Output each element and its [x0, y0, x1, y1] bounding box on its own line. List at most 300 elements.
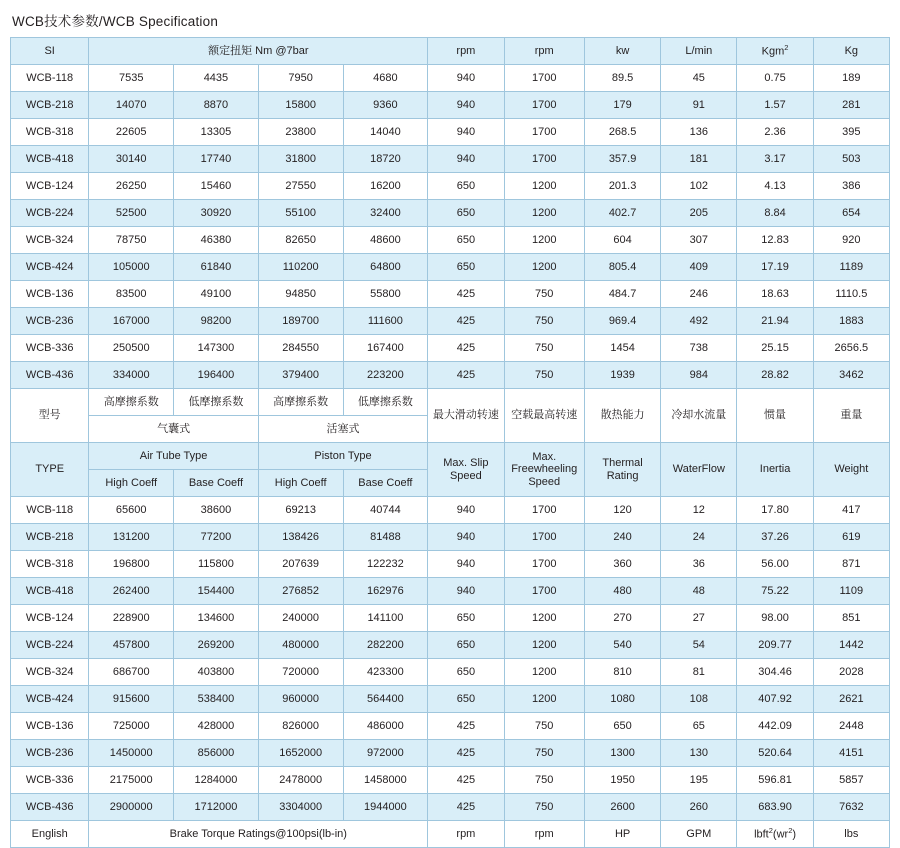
cell: 205	[661, 200, 737, 227]
cell: 14040	[343, 119, 428, 146]
row-model: WCB-224	[11, 200, 89, 227]
cell: 650	[428, 254, 504, 281]
footer-unit-inertia-sup1: 2	[768, 825, 773, 835]
cell: 21.94	[737, 308, 813, 335]
cell: 2656.5	[813, 335, 889, 362]
cell: 23800	[258, 119, 343, 146]
cell: 138426	[258, 524, 343, 551]
table-row	[11, 227, 890, 254]
cell: 91	[661, 92, 737, 119]
cell: 111600	[343, 308, 428, 335]
cell: 48	[661, 578, 737, 605]
cell: 604	[584, 227, 660, 254]
row-model: WCB-224	[11, 632, 89, 659]
cell: 1950	[584, 767, 660, 794]
table-row	[11, 119, 890, 146]
row-model: WCB-336	[11, 335, 89, 362]
cell: 425	[428, 740, 504, 767]
footer-unit-inertia-text: lbft	[754, 828, 769, 841]
cell: 409	[661, 254, 737, 281]
cell: 83500	[89, 281, 174, 308]
mid-header-coeff-4: 低摩擦系数	[343, 389, 428, 416]
mid-header-cn-weight: 重量	[813, 389, 889, 443]
cell: 2028	[813, 659, 889, 686]
cell: 1200	[504, 605, 584, 632]
cell: 28.82	[737, 362, 813, 389]
cell: 810	[584, 659, 660, 686]
cell: 1189	[813, 254, 889, 281]
cell: 4.13	[737, 173, 813, 200]
table-row	[11, 146, 890, 173]
cell: 4680	[343, 65, 428, 92]
cell: 686700	[89, 659, 174, 686]
mid-header-en-coeff-2: Base Coeff	[174, 470, 259, 497]
mid-header-cn-max-freewheel: 空载最高转速	[504, 389, 584, 443]
mid-header-group-piston-cn: 活塞式	[258, 416, 427, 443]
mid-header-en-max-slip: Max. Slip Speed	[428, 443, 504, 497]
footer-unit-inertia-extra: (wr	[772, 828, 789, 841]
cell: 56.00	[737, 551, 813, 578]
cell: 386	[813, 173, 889, 200]
table-row	[11, 524, 890, 551]
cell: 134600	[174, 605, 259, 632]
table-row	[11, 551, 890, 578]
cell: 738	[661, 335, 737, 362]
cell: 750	[504, 335, 584, 362]
cell: 209.77	[737, 632, 813, 659]
cell: 540	[584, 632, 660, 659]
cell: 2175000	[89, 767, 174, 794]
table-row	[11, 308, 890, 335]
cell: 940	[428, 524, 504, 551]
cell: 1200	[504, 686, 584, 713]
footer-unit-inertia-sup2: 2	[788, 825, 793, 835]
cell: 65600	[89, 497, 174, 524]
cell: 46380	[174, 227, 259, 254]
row-model: WCB-436	[11, 362, 89, 389]
mid-header-coeff-3: 高摩擦系数	[258, 389, 343, 416]
cell: 189	[813, 65, 889, 92]
mid-header-group-airtube-en: Air Tube Type	[89, 443, 258, 470]
row-model: WCB-124	[11, 605, 89, 632]
cell: 520.64	[737, 740, 813, 767]
mid-header-coeff-row	[11, 389, 890, 416]
row-model: WCB-318	[11, 551, 89, 578]
cell: 18720	[343, 146, 428, 173]
cell: 1700	[504, 146, 584, 173]
cell: 260	[661, 794, 737, 821]
page-title: WCB技术参数/WCB Specification	[12, 14, 219, 29]
cell: 1939	[584, 362, 660, 389]
footer-units-row	[11, 821, 890, 848]
table-row	[11, 254, 890, 281]
row-model: WCB-218	[11, 92, 89, 119]
cell: 240	[584, 524, 660, 551]
cell: 750	[504, 740, 584, 767]
cell: 1200	[504, 227, 584, 254]
cell: 486000	[343, 713, 428, 740]
cell: 1712000	[174, 794, 259, 821]
table-row	[11, 686, 890, 713]
cell: 407.92	[737, 686, 813, 713]
cell: 18.63	[737, 281, 813, 308]
cell: 596.81	[737, 767, 813, 794]
cell: 2900000	[89, 794, 174, 821]
header-unit-kw: kw	[584, 38, 660, 65]
cell: 167400	[343, 335, 428, 362]
cell: 492	[661, 308, 737, 335]
cell: 8870	[174, 92, 259, 119]
row-model: WCB-436	[11, 794, 89, 821]
cell: 61840	[174, 254, 259, 281]
cell: 131200	[89, 524, 174, 551]
cell: 269200	[174, 632, 259, 659]
cell: 750	[504, 767, 584, 794]
cell: 2448	[813, 713, 889, 740]
table-row	[11, 713, 890, 740]
cell: 2621	[813, 686, 889, 713]
table-row	[11, 281, 890, 308]
cell: 972000	[343, 740, 428, 767]
cell: 2478000	[258, 767, 343, 794]
cell: 120	[584, 497, 660, 524]
cell: 1454	[584, 335, 660, 362]
cell: 538400	[174, 686, 259, 713]
table-row	[11, 92, 890, 119]
cell: 1652000	[258, 740, 343, 767]
mid-header-model-cn: 型号	[11, 389, 89, 443]
table-row	[11, 65, 890, 92]
cell: 32400	[343, 200, 428, 227]
cell: 750	[504, 362, 584, 389]
table-row	[11, 659, 890, 686]
cell: 49100	[174, 281, 259, 308]
table1-header-row	[11, 38, 890, 65]
cell: 94850	[258, 281, 343, 308]
table-row	[11, 497, 890, 524]
cell: 654	[813, 200, 889, 227]
cell: 37.26	[737, 524, 813, 551]
cell: 8.84	[737, 200, 813, 227]
cell: 720000	[258, 659, 343, 686]
cell: 284550	[258, 335, 343, 362]
row-model: WCB-236	[11, 308, 89, 335]
mid-header-en-weight: Weight	[813, 443, 889, 497]
cell: 417	[813, 497, 889, 524]
mid-header-cn-thermal: 散热能力	[584, 389, 660, 443]
cell: 105000	[89, 254, 174, 281]
cell: 750	[504, 308, 584, 335]
cell: 78750	[89, 227, 174, 254]
cell: 484.7	[584, 281, 660, 308]
mid-header-en-coeff-3: High Coeff	[258, 470, 343, 497]
cell: 24	[661, 524, 737, 551]
cell: 65	[661, 713, 737, 740]
cell: 13305	[174, 119, 259, 146]
mid-header-en-thermal: Thermal Rating	[584, 443, 660, 497]
row-model: WCB-418	[11, 578, 89, 605]
cell: 207639	[258, 551, 343, 578]
cell: 15460	[174, 173, 259, 200]
footer-unit-rpm-1: rpm	[428, 821, 504, 848]
cell: 262400	[89, 578, 174, 605]
header-torque-group: 额定扭矩 Nm @7bar	[89, 38, 428, 65]
cell: 98.00	[737, 605, 813, 632]
cell: 650	[428, 632, 504, 659]
cell: 179	[584, 92, 660, 119]
cell: 425	[428, 308, 504, 335]
table-row	[11, 605, 890, 632]
cell: 52500	[89, 200, 174, 227]
cell: 940	[428, 119, 504, 146]
cell: 64800	[343, 254, 428, 281]
cell: 940	[428, 65, 504, 92]
cell: 1700	[504, 524, 584, 551]
row-model: WCB-424	[11, 686, 89, 713]
cell: 17740	[174, 146, 259, 173]
cell: 201.3	[584, 173, 660, 200]
cell: 304.46	[737, 659, 813, 686]
cell: 69213	[258, 497, 343, 524]
cell: 110200	[258, 254, 343, 281]
cell: 228900	[89, 605, 174, 632]
cell: 7950	[258, 65, 343, 92]
cell: 38600	[174, 497, 259, 524]
cell: 223200	[343, 362, 428, 389]
cell: 402.7	[584, 200, 660, 227]
cell: 1700	[504, 497, 584, 524]
cell: 26250	[89, 173, 174, 200]
cell: 425	[428, 794, 504, 821]
cell: 2600	[584, 794, 660, 821]
cell: 1080	[584, 686, 660, 713]
cell: 940	[428, 578, 504, 605]
cell: 4151	[813, 740, 889, 767]
cell: 45	[661, 65, 737, 92]
cell: 750	[504, 713, 584, 740]
specification-table	[10, 37, 890, 848]
mid-header-en-inertia: Inertia	[737, 443, 813, 497]
table-row	[11, 578, 890, 605]
cell: 826000	[258, 713, 343, 740]
cell: 276852	[258, 578, 343, 605]
table-row	[11, 740, 890, 767]
cell: 457800	[89, 632, 174, 659]
cell: 7632	[813, 794, 889, 821]
cell: 162976	[343, 578, 428, 605]
cell: 4435	[174, 65, 259, 92]
cell: 27	[661, 605, 737, 632]
cell: 403800	[174, 659, 259, 686]
footer-unit-rpm-2: rpm	[504, 821, 584, 848]
cell: 55800	[343, 281, 428, 308]
cell: 1200	[504, 254, 584, 281]
mid-header-en-max-freewheel: Max. Freewheeling Speed	[504, 443, 584, 497]
cell: 1700	[504, 551, 584, 578]
cell: 189700	[258, 308, 343, 335]
cell: 1200	[504, 200, 584, 227]
cell: 27550	[258, 173, 343, 200]
cell: 147300	[174, 335, 259, 362]
cell: 1450000	[89, 740, 174, 767]
row-model: WCB-236	[11, 740, 89, 767]
cell: 750	[504, 794, 584, 821]
table-row	[11, 335, 890, 362]
mid-header-cn-waterflow: 冷却水流量	[661, 389, 737, 443]
header-unit-rpm-1: rpm	[428, 38, 504, 65]
cell: 268.5	[584, 119, 660, 146]
footer-unit-inertia	[737, 821, 813, 848]
cell: 856000	[174, 740, 259, 767]
cell: 196400	[174, 362, 259, 389]
cell: 3.17	[737, 146, 813, 173]
cell: 12	[661, 497, 737, 524]
row-model: WCB-118	[11, 497, 89, 524]
cell: 1442	[813, 632, 889, 659]
cell: 650	[428, 686, 504, 713]
header-si: SI	[11, 38, 89, 65]
cell: 480000	[258, 632, 343, 659]
cell: 428000	[174, 713, 259, 740]
cell: 270	[584, 605, 660, 632]
cell: 25.15	[737, 335, 813, 362]
cell: 1700	[504, 92, 584, 119]
table-row	[11, 362, 890, 389]
cell: 108	[661, 686, 737, 713]
cell: 195	[661, 767, 737, 794]
cell: 1300	[584, 740, 660, 767]
cell: 915600	[89, 686, 174, 713]
cell: 1700	[504, 65, 584, 92]
cell: 31800	[258, 146, 343, 173]
cell: 0.75	[737, 65, 813, 92]
cell: 960000	[258, 686, 343, 713]
cell: 30140	[89, 146, 174, 173]
cell: 1458000	[343, 767, 428, 794]
footer-english-label: English	[11, 821, 89, 848]
cell: 12.83	[737, 227, 813, 254]
cell: 281	[813, 92, 889, 119]
mid-header-en-group-row	[11, 443, 890, 470]
cell: 425	[428, 362, 504, 389]
cell: 871	[813, 551, 889, 578]
cell: 442.09	[737, 713, 813, 740]
cell: 9360	[343, 92, 428, 119]
cell: 136	[661, 119, 737, 146]
cell: 1284000	[174, 767, 259, 794]
cell: 246	[661, 281, 737, 308]
cell: 30920	[174, 200, 259, 227]
cell: 750	[504, 281, 584, 308]
mid-header-cn-inertia: 惯量	[737, 389, 813, 443]
cell: 425	[428, 335, 504, 362]
cell: 1110.5	[813, 281, 889, 308]
cell: 969.4	[584, 308, 660, 335]
row-model: WCB-136	[11, 713, 89, 740]
cell: 17.80	[737, 497, 813, 524]
cell: 357.9	[584, 146, 660, 173]
cell: 379400	[258, 362, 343, 389]
table-row	[11, 632, 890, 659]
cell: 282200	[343, 632, 428, 659]
cell: 940	[428, 497, 504, 524]
row-model: WCB-218	[11, 524, 89, 551]
cell: 1.57	[737, 92, 813, 119]
row-model: WCB-318	[11, 119, 89, 146]
cell: 75.22	[737, 578, 813, 605]
row-model: WCB-124	[11, 173, 89, 200]
row-model: WCB-418	[11, 146, 89, 173]
cell: 54	[661, 632, 737, 659]
row-model: WCB-136	[11, 281, 89, 308]
cell: 1700	[504, 119, 584, 146]
cell: 16200	[343, 173, 428, 200]
cell: 2.36	[737, 119, 813, 146]
cell: 1200	[504, 173, 584, 200]
cell: 984	[661, 362, 737, 389]
cell: 1200	[504, 632, 584, 659]
footer-unit-hp: HP	[584, 821, 660, 848]
cell: 22605	[89, 119, 174, 146]
cell: 115800	[174, 551, 259, 578]
footer-unit-inertia-close: )	[792, 828, 797, 841]
cell: 425	[428, 281, 504, 308]
row-model: WCB-336	[11, 767, 89, 794]
table-row	[11, 200, 890, 227]
header-unit-kgm2	[737, 38, 813, 65]
cell: 650	[428, 200, 504, 227]
cell: 650	[428, 227, 504, 254]
cell: 98200	[174, 308, 259, 335]
cell: 48600	[343, 227, 428, 254]
mid-header-en-coeff-4: Base Coeff	[343, 470, 428, 497]
header-unit-kg: Kg	[813, 38, 889, 65]
cell: 503	[813, 146, 889, 173]
cell: 425	[428, 713, 504, 740]
cell: 619	[813, 524, 889, 551]
cell: 154400	[174, 578, 259, 605]
cell: 1700	[504, 578, 584, 605]
table-row	[11, 767, 890, 794]
cell: 1883	[813, 308, 889, 335]
row-model: WCB-118	[11, 65, 89, 92]
cell: 130	[661, 740, 737, 767]
mid-header-type-label: TYPE	[11, 443, 89, 497]
cell: 650	[428, 173, 504, 200]
mid-header-coeff-2: 低摩擦系数	[174, 389, 259, 416]
cell: 307	[661, 227, 737, 254]
cell: 851	[813, 605, 889, 632]
header-unit-kgm-text: Kgm	[761, 45, 785, 58]
cell: 122232	[343, 551, 428, 578]
cell: 240000	[258, 605, 343, 632]
header-unit-rpm-2: rpm	[504, 38, 584, 65]
mid-header-group-airtube-cn: 气囊式	[89, 416, 258, 443]
cell: 181	[661, 146, 737, 173]
cell: 805.4	[584, 254, 660, 281]
cell: 55100	[258, 200, 343, 227]
mid-header-en-waterflow: WaterFlow	[661, 443, 737, 497]
cell: 425	[428, 767, 504, 794]
cell: 940	[428, 92, 504, 119]
mid-header-en-coeff-1: High Coeff	[89, 470, 174, 497]
cell: 196800	[89, 551, 174, 578]
cell: 7535	[89, 65, 174, 92]
cell: 81	[661, 659, 737, 686]
cell: 167000	[89, 308, 174, 335]
cell: 89.5	[584, 65, 660, 92]
cell: 683.90	[737, 794, 813, 821]
